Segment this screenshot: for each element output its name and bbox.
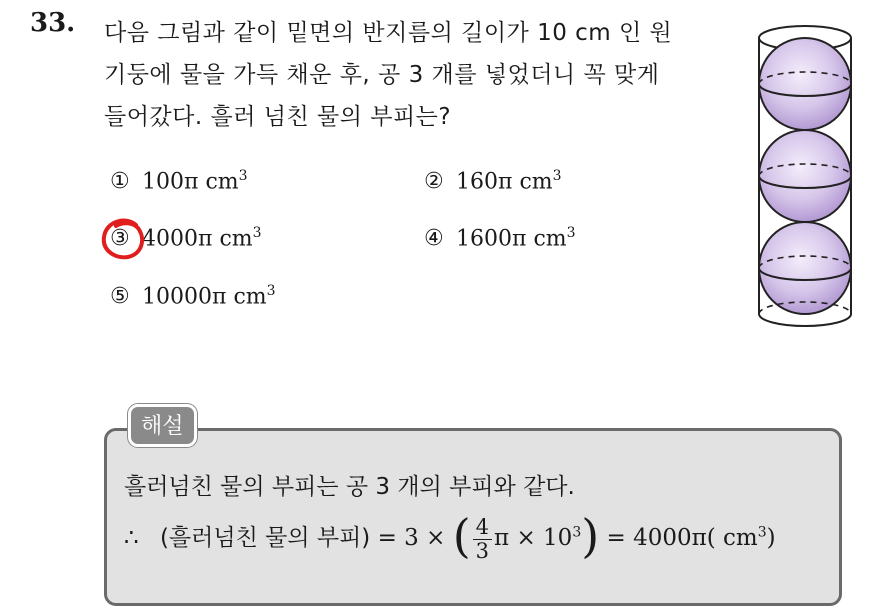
choice-3-value: 4000π cm [142,226,253,252]
solution-result-close: ) [766,525,776,551]
question-text-line-2: 기둥에 물을 가득 채운 후, 공 3 개를 넣었더니 꼭 맞게 [104,62,660,88]
answer-circle-annotation [100,217,148,261]
solution-line-1: 흘러넘친 물의 부피는 공 3 개의 부피와 같다. [124,474,575,500]
choice-2-value: 160π cm [456,169,553,195]
open-paren: ( [452,509,471,563]
solution-result-exp: 3 [757,524,767,541]
question-text-line-1: 다음 그림과 같이 밑면의 반지름의 길이가 10 cm 인 원 [104,20,673,46]
solution-result: = 4000π( cm [606,525,758,551]
choice-2[interactable] [424,168,562,194]
choice-1-value: 100π cm [142,169,239,195]
question-text-line-3: 들어갔다. 흘러 넘친 물의 부피는? [104,104,452,130]
cylinder-with-three-spheres-icon [748,14,868,334]
choice-5-value: 10000π cm [142,284,267,310]
choice-1-exp: 3 [238,168,248,184]
solution-tag: 해설 [128,404,197,447]
question-number: 33. [30,8,76,38]
solution-exp-1: 3 [572,524,582,541]
solution-after-frac: π × 10 [494,525,573,551]
solution-eq1: = 3 × [377,525,446,551]
choice-5-mark: ⑤ [110,284,130,310]
choice-3-mark: ③ [110,226,130,252]
solution-line-2 [124,509,776,566]
choice-2-mark: ② [424,169,444,195]
close-paren: ) [581,509,600,563]
choice-1[interactable] [110,168,248,194]
choice-2-exp: 3 [552,168,562,184]
choice-4-value: 1600π cm [456,226,567,252]
fraction-4-3: $\frac{4}{3}$ [473,516,492,561]
choice-4-mark: ④ [424,226,444,252]
choice-3-exp: 3 [252,225,262,241]
choice-4[interactable] [424,225,576,251]
choice-4-exp: 3 [566,225,576,241]
choice-5[interactable] [110,283,276,309]
choice-5-exp: 3 [266,283,276,299]
solution-lhs: (흘러넘친 물의 부피) [159,525,371,551]
therefore-symbol: ∴ [124,525,139,551]
choice-1-mark: ① [110,169,130,195]
